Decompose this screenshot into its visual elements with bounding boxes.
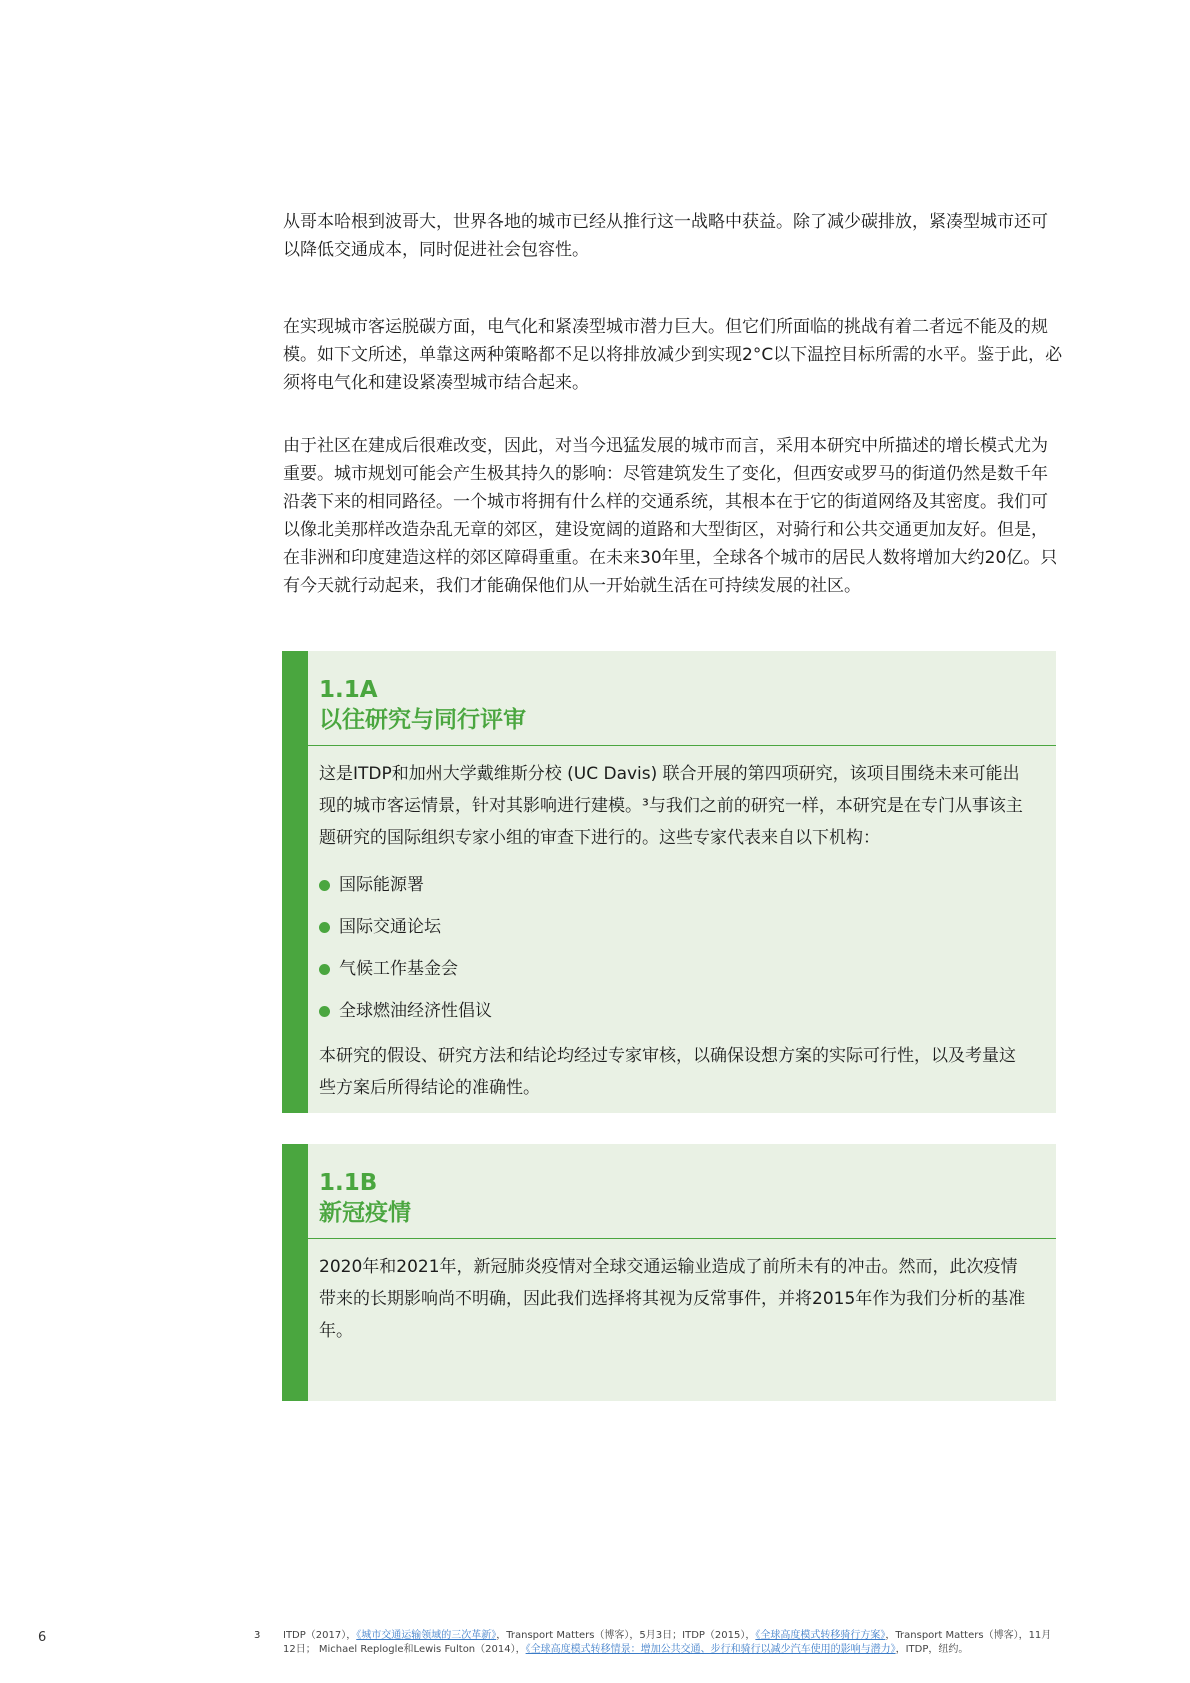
list-item: 国际能源署 — [319, 864, 1026, 906]
box-title: 新冠疫情 — [319, 1200, 411, 1226]
footnote: ITDP（2017），《城市交通运输领域的三次革新》，Transport Matters（博客），5月3日；ITDP（2015），《全球高度模式转移骑行方案》，Transport Matters（博客），11月12日； Michael Replogle和Lewis Fulton（2014），《全球高度模式转移情景：增加公共交通、步行和骑行以减少汽车使用的影响与潜力》，ITDP，纽约。 — [283, 1630, 1052, 1655]
bullet-icon — [319, 922, 330, 933]
paragraph-1: 从哥本哈根到波哥大，世界各地的城市已经从推行这一战略中获益。除了减少碳排放，紧凑型城市还可以降低交通成本，同时促进社会包容性。 — [283, 212, 1048, 260]
box-number: 1.1A — [319, 677, 378, 703]
page-number: 6 — [38, 1630, 47, 1645]
bullet-icon — [319, 964, 330, 975]
footnote-link-1[interactable]: 《城市交通运输领域的三次革新》 — [356, 1630, 497, 1641]
box-header — [308, 651, 1056, 746]
footnote-link-3[interactable]: 《全球高度模式转移情景：增加公共交通、步行和骑行以减少汽车使用的影响与潜力》 — [525, 1644, 896, 1655]
box-number: 1.1B — [319, 1170, 378, 1196]
list-item: 全球燃油经济性倡议 — [319, 990, 1026, 1032]
box-title: 以往研究与同行评审 — [319, 707, 526, 733]
paragraph-2: 在实现城市客运脱碳方面，电气化和紧凑型城市潜力巨大。但它们所面临的挑战有着二者远不能及的规模。如下文所述，单靠这两种策略都不足以将排放减少到实现2°C以下温控目标所需的水平。鉴于此，必须将电气化和建设紧凑型城市结合起来。 — [283, 317, 1063, 393]
box-body — [308, 746, 1056, 1104]
box-body — [308, 1239, 1056, 1347]
box-intro: 这是ITDP和加州大学戴维斯分校 (UC Davis) 联合开展的第四项研究，该项目围绕未来可能出现的城市客运情景，针对其影响进行建模。³与我们之前的研究一样，本研究是在专门从事该主题研究的国际组织专家小组的审查下进行的。这些专家代表来自以下机构： — [319, 764, 1023, 848]
box-text: 2020年和2021年，新冠肺炎疫情对全球交通运输业造成了前所未有的冲击。然而，此次疫情带来的长期影响尚不明确，因此我们选择将其视为反常事件，并将2015年作为我们分析的基准年。 — [319, 1257, 1026, 1341]
footnote-link-2[interactable]: 《全球高度模式转移骑行方案》 — [755, 1630, 886, 1641]
footnote-marker: 3 — [254, 1630, 261, 1641]
box-header — [308, 1144, 1056, 1239]
institution-list — [319, 864, 1026, 1032]
list-item: 国际交通论坛 — [319, 906, 1026, 948]
bullet-icon — [319, 880, 330, 891]
paragraph-3: 由于社区在建成后很难改变，因此，对当今迅猛发展的城市而言，采用本研究中所描述的增长模式尤为重要。城市规划可能会产生极其持久的影响：尽管建筑发生了变化，但西安或罗马的街道仍然是数千年沿袭下来的相同路径。一个城市将拥有什么样的交通系统，其根本在于它的街道网络及其密度。我们可以像北美那样改造杂乱无章的郊区，建设宽阔的道路和大型街区，对骑行和公共交通更加友好。但是，在非洲和印度建造这样的郊区障碍重重。在未来30年里，全球各个城市的居民人数将增加大约20亿。只有今天就行动起来，我们才能确保他们从一开始就生活在可持续发展的社区。 — [283, 436, 1058, 596]
bullet-icon — [319, 1006, 330, 1017]
list-item: 气候工作基金会 — [319, 948, 1026, 990]
box-outro: 本研究的假设、研究方法和结论均经过专家审核，以确保设想方案的实际可行性，以及考量这些方案后所得结论的准确性。 — [319, 1046, 1016, 1098]
box-covid — [282, 1144, 1056, 1401]
box-previous-research — [282, 651, 1056, 1113]
